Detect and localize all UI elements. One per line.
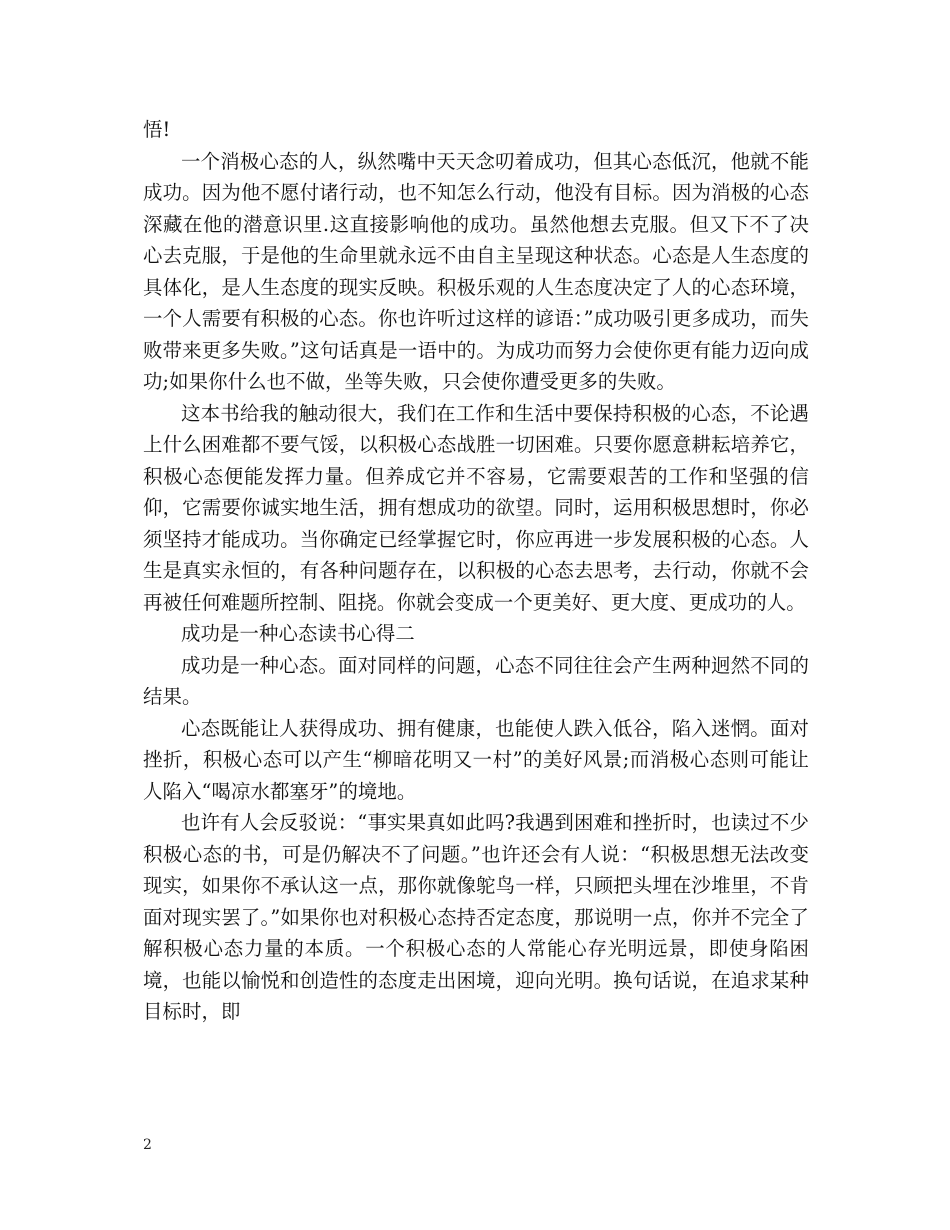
paragraph-fragment-continuation: 悟!	[143, 118, 171, 141]
paragraph-negative-mindset: 一个消极心态的人，纵然嘴中天天念叨着成功，但其心态低沉，他就不能成功。因为他不愿付诸行动，也不知怎么行动，他没有目标。因为消极的心态深藏在他的潜意识里.这直接影响他的成功。虽然他想去克服。但又下不了决心去克服，于是他的生命里就永远不由自主呈现这种状态。心态是人生态度的具体化，是人生态度的现实反映。积极乐观的人生态度决定了人的心态环境，一个人需要有积极的心态。你也许听过这样的谚语：”成功吸引更多成功，而失败带来更多失败。”这句话真是一语中的。为成功而努力会使你更有能力迈向成功;如果你什么也不做，坐等失败，只会使你遭受更多的失败。	[143, 149, 809, 393]
paragraph-success-is-mindset: 成功是一种心态。面对同样的问题，心态不同往往会产生两种迥然不同的结果。	[143, 653, 809, 708]
page-number: 2	[143, 1137, 152, 1153]
paragraph-book-impact: 这本书给我的触动很大，我们在工作和生活中要保持积极的心态，不论遇上什么困难都不要气馁，以积极心态战胜一切困难。只要你愿意耕耘培养它，积极心态便能发挥力量。但养成它并不容易，它需要艰苦的工作和坚强的信仰，它需要你诚实地生活，拥有想成功的欲望。同时，运用积极思想时，你必须坚持才能成功。当你确定已经掌握它时，你应再进一步发展积极的心态。人生是真实永恒的，有各种问题存在，以积极的心态去思考，去行动，你就不会再被任何难题所控制、阻挠。你就会变成一个更美好、更大度、更成功的人。	[143, 401, 809, 614]
document-body	[143, 114, 809, 1028]
paragraph-mindset-effects: 心态既能让人获得成功、拥有健康，也能使人跌入低谷，陷入迷惘。面对挫折，积极心态可以产生“柳暗花明又一村”的美好风景;而消极心态则可能让人陷入“喝凉水都塞牙”的境地。	[143, 716, 809, 803]
paragraph-rebuttal: 也许有人会反驳说：“事实果真如此吗?我遇到困难和挫折时，也读过不少积极心态的书，可是仍解决不了问题。”也许还会有人说：“积极思想无法改变现实，如果你不承认这一点，那你就像鸵鸟一样，只顾把头埋在沙堆里，不肯面对现实罢了。”如果你也对积极心态持否定态度，那说明一点，你并不完全了解积极心态力量的本质。一个积极心态的人常能心存光明远景，即使身陷困境，也能以愉悦和创造性的态度走出困境，迎向光明。换句话说，在追求某种目标时，即	[143, 811, 809, 1023]
section-heading-reading-notes-two: 成功是一种心态读书心得二	[181, 622, 415, 645]
